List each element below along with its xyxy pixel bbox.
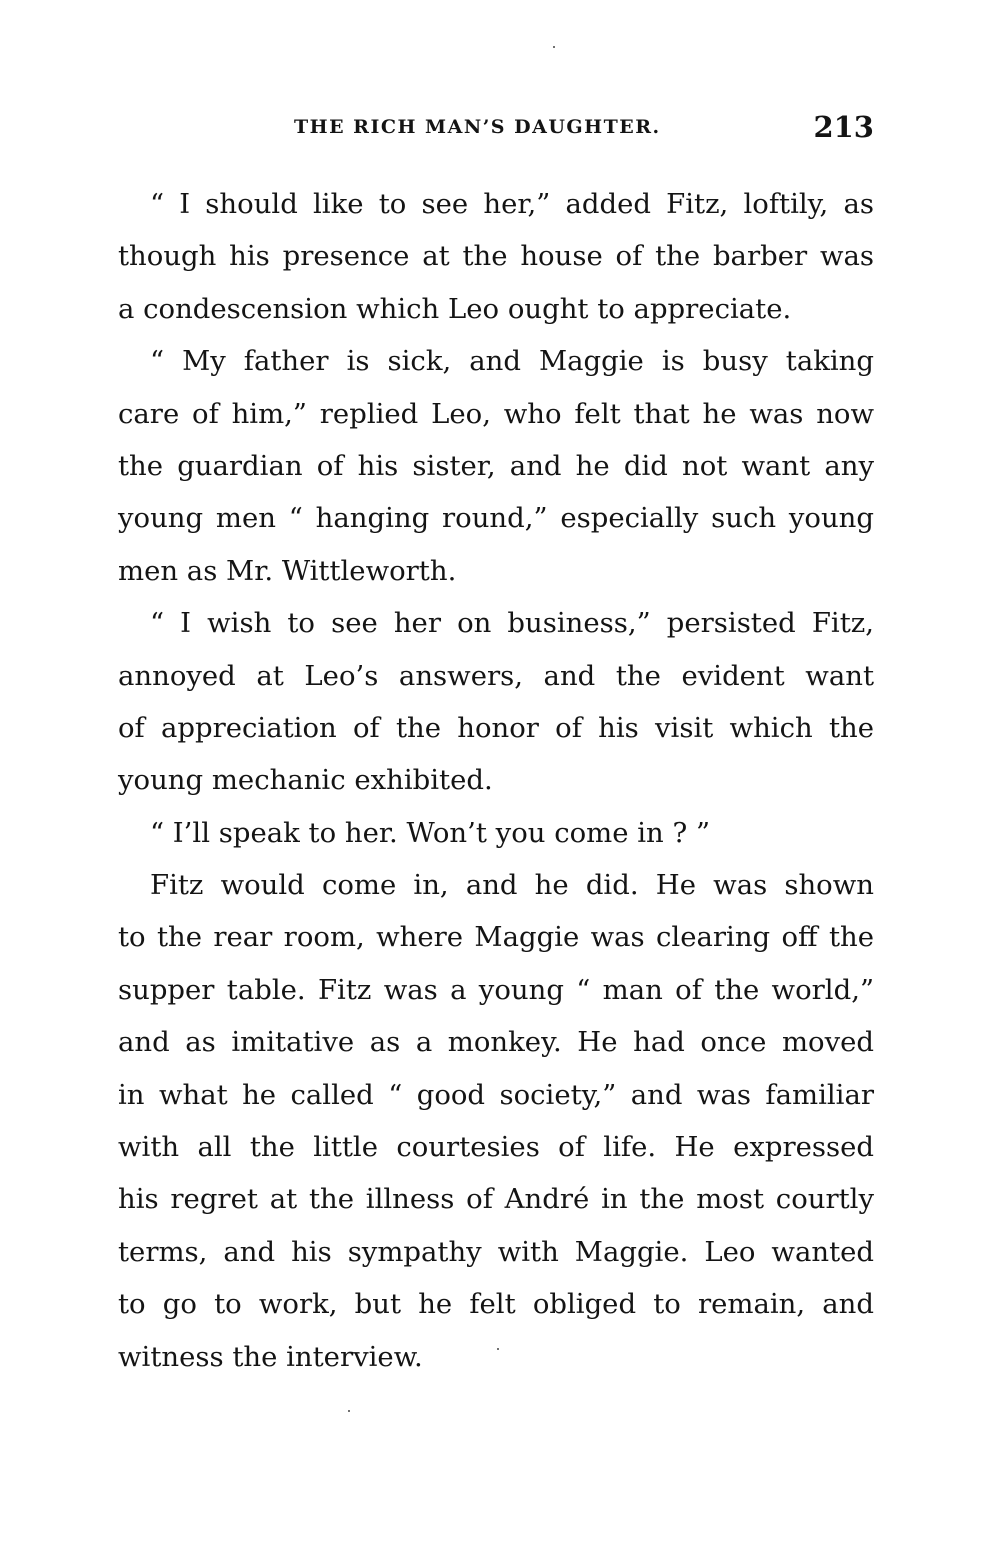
text-line: to go to work, but he felt obliged to remain, and (118, 1288, 874, 1321)
text-line: Fitz would come in, and he did. He was shown (150, 869, 874, 902)
text-line: and as imitative as a monkey. He had once moved (118, 1026, 874, 1059)
text-line: though his presence at the house of the barber was (118, 240, 874, 273)
body-text (118, 178, 874, 1383)
text-line: “ I’ll speak to her. Won’t you come in ? ” (150, 816, 711, 849)
text-line: annoyed at Leo’s answers, and the evident want (118, 659, 874, 692)
paper-speck (348, 1410, 350, 1412)
text-line: the guardian of his sister, and he did not want any (118, 449, 874, 482)
text-line: to the rear room, where Maggie was clearing off the (118, 921, 874, 954)
text-line: “ I wish to see her on business,” persisted Fitz, (150, 607, 874, 640)
text-line: terms, and his sympathy with Maggie. Leo wanted (118, 1235, 874, 1268)
text-line: a condescension which Leo ought to appreciate. (118, 292, 792, 325)
text-line: men as Mr. Wittleworth. (118, 554, 457, 587)
text-line: “ My father is sick, and Maggie is busy taking (150, 345, 874, 378)
text-line: in what he called “ good society,” and was familiar (118, 1078, 874, 1111)
text-line: young mechanic exhibited. (118, 764, 493, 797)
paper-speck (553, 46, 555, 48)
text-line: young men “ hanging round,” especially such young (118, 502, 874, 535)
text-line: supper table. Fitz was a young “ man of the world,” (118, 973, 874, 1006)
text-line: care of him,” replied Leo, who felt that he was now (118, 397, 874, 430)
paper-speck (497, 1348, 499, 1350)
text-line: of appreciation of the honor of his visit which the (118, 711, 874, 744)
text-line: “ I should like to see her,” added Fitz, loftily, as (150, 188, 874, 220)
running-head (118, 108, 874, 148)
text-line: with all the little courtesies of life. He expressed (118, 1131, 874, 1164)
page-number: 213 (813, 110, 874, 144)
text-line: witness the interview. (118, 1340, 423, 1373)
running-title: THE RICH MAN’S DAUGHTER. (294, 116, 661, 138)
text-line: his regret at the illness of André in the most courtly (118, 1183, 874, 1216)
